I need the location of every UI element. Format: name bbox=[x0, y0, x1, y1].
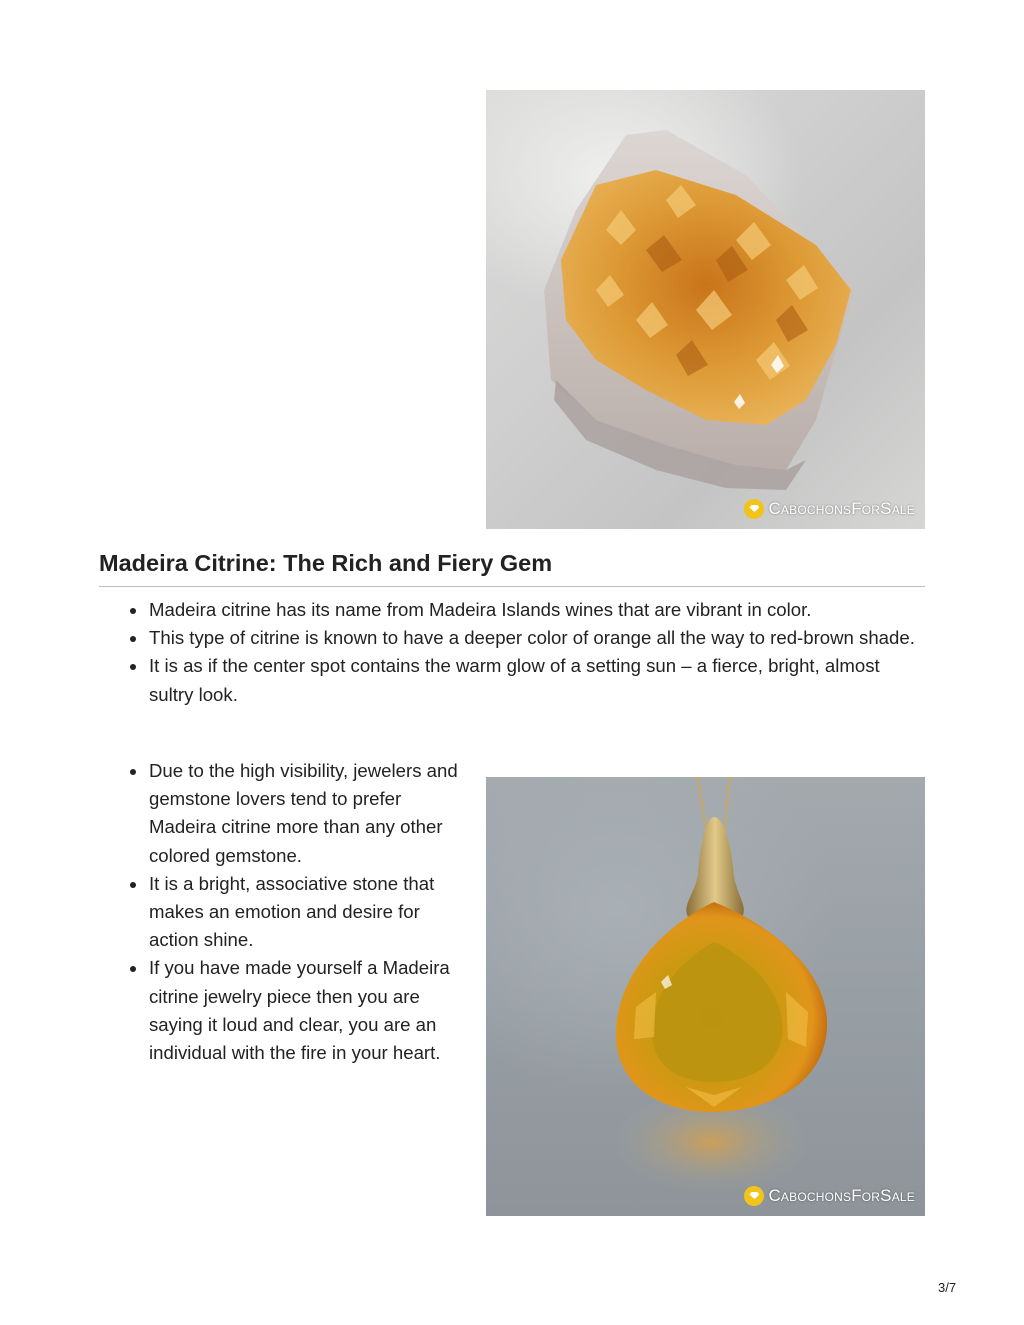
watermark-bottom bbox=[744, 1186, 915, 1206]
watermark-text: CabochonsForSale bbox=[768, 499, 915, 518]
gem-logo-icon bbox=[744, 1186, 764, 1206]
watermark-top bbox=[744, 499, 915, 519]
citrine-cluster-illustration bbox=[486, 90, 925, 529]
heading-divider bbox=[99, 586, 925, 587]
page-number: 3/7 bbox=[938, 1280, 957, 1295]
bullet-list-primary bbox=[99, 596, 925, 709]
watermark-text: CabochonsForSale bbox=[768, 1186, 915, 1205]
list-item: It is as if the center spot contains the warm glow of a setting sun – a fierce, bright, almost sultry look. bbox=[99, 652, 925, 708]
list-item: It is a bright, associative stone that makes an emotion and desire for action shine. bbox=[99, 870, 471, 955]
bullet-list-secondary bbox=[99, 757, 471, 1067]
citrine-pendant-illustration bbox=[486, 777, 925, 1216]
gem-logo-icon bbox=[744, 499, 764, 519]
citrine-cluster-image bbox=[486, 90, 925, 529]
list-item: Due to the high visibility, jewelers and gemstone lovers tend to prefer Madeira citrine more than any other colored gemstone. bbox=[99, 757, 471, 870]
citrine-pendant-image bbox=[486, 777, 925, 1216]
section-heading: Madeira Citrine: The Rich and Fiery Gem bbox=[99, 550, 553, 576]
list-item: Madeira citrine has its name from Madeira Islands wines that are vibrant in color. bbox=[99, 596, 925, 624]
list-item: If you have made yourself a Madeira citrine jewelry piece then you are saying it loud and clear, you are an individual with the fire in your heart. bbox=[99, 954, 471, 1067]
list-item: This type of citrine is known to have a deeper color of orange all the way to red-brown shade. bbox=[99, 624, 925, 652]
